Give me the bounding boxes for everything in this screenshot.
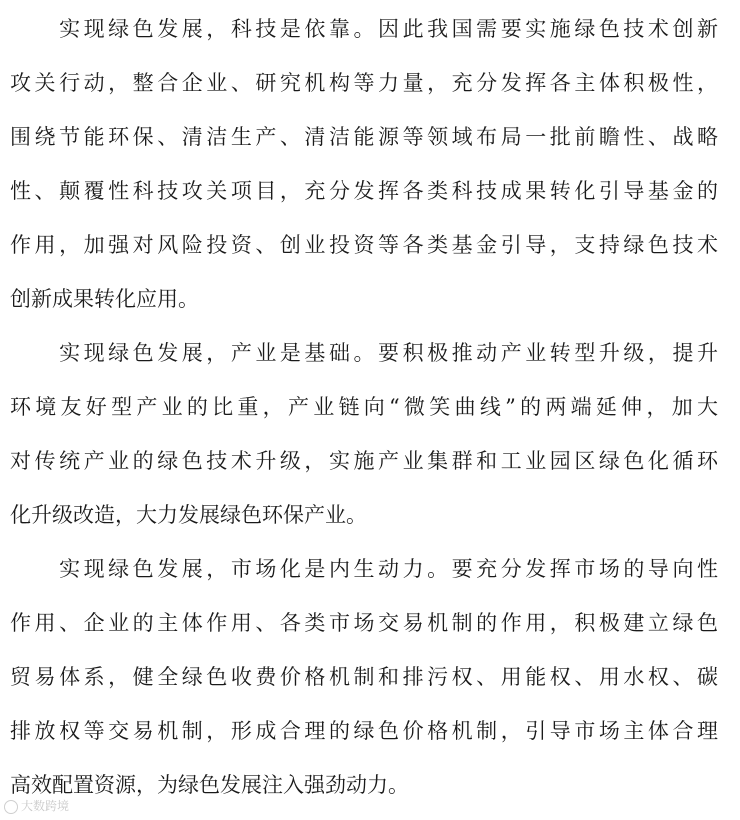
paragraph-line: 围绕节能环保、清洁生产、清洁能源等领域布局一批前瞻性、战略 — [10, 125, 718, 149]
brand-logo-icon — [4, 800, 18, 814]
paragraph-line: 实现绿色发展，产业是基础。要积极推动产业转型升级，提升 — [10, 341, 718, 365]
paragraph-line: 作用，加强对风险投资、创业投资等各类基金引导，支持绿色技术 — [10, 233, 718, 257]
paragraph-line: 作用、企业的主体作用、各类市场交易机制的作用，积极建立绿色 — [10, 611, 718, 635]
paragraph-line: 对传统产业的绿色技术升级，实施产业集群和工业园区绿色化循环 — [10, 449, 718, 473]
paragraph-line: 攻关行动，整合企业、研究机构等力量，充分发挥各主体积极性， — [10, 71, 718, 95]
watermark — [4, 796, 69, 816]
paragraph-line: 实现绿色发展，科技是依靠。因此我国需要实施绿色技术创新 — [10, 17, 718, 41]
paragraph-line: 环境友好型产业的比重，产业链向“微笑曲线”的两端延伸，加大 — [10, 395, 718, 419]
paragraph-line: 性、颠覆性科技攻关项目，充分发挥各类科技成果转化引导基金的 — [10, 179, 718, 203]
paragraph-line: 创新成果转化应用。 — [10, 287, 199, 311]
paragraph-line: 化升级改造，大力发展绿色环保产业。 — [10, 503, 367, 527]
paragraph-line: 排放权等交易机制，形成合理的绿色价格机制，引导市场主体合理 — [10, 719, 718, 743]
paragraph-line: 贸易体系，健全绿色收费价格机制和排污权、用能权、用水权、碳 — [10, 665, 718, 689]
paragraph-line: 高效配置资源，为绿色发展注入强劲动力。 — [10, 773, 409, 797]
paragraph-line: 实现绿色发展，市场化是内生动力。要充分发挥市场的导向性 — [10, 557, 718, 581]
watermark-text: 大数跨境 — [21, 799, 70, 813]
